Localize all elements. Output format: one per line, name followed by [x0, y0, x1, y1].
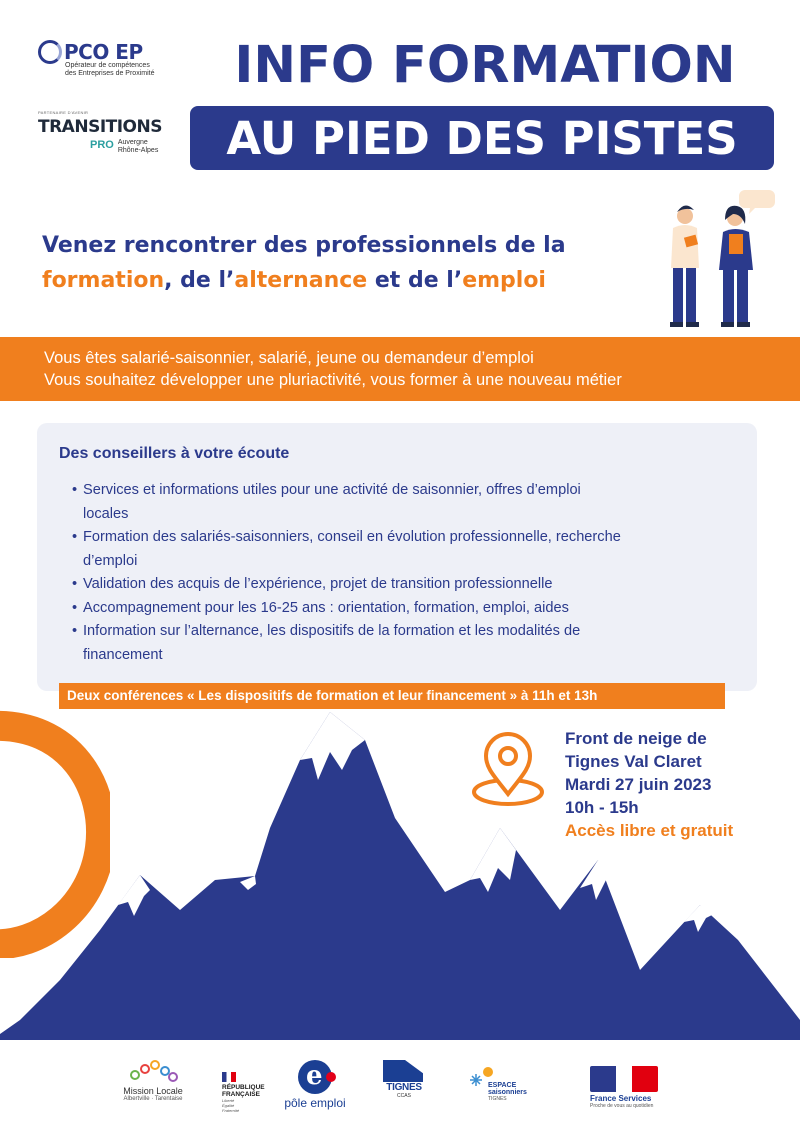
bullet-icon: • [72, 529, 78, 545]
mission-locale-people-icon [118, 1060, 188, 1084]
location-pin-icon [468, 728, 548, 808]
tp-region-line2: Rhône-Alpes [117, 147, 159, 154]
pole-emploi-name: pôle emploi [284, 1096, 346, 1110]
marianne-flag-icon [590, 1066, 658, 1092]
list-item-line1: Information sur l’alternance, les dispositifs de la formation et les modalités de [83, 623, 581, 639]
intro-text [42, 228, 662, 298]
intro-word-formation: formation [42, 268, 165, 293]
partner-logos [0, 1060, 800, 1120]
opco-subtitle-line1: Opérateur de compétences [65, 62, 150, 69]
espace-line3: TIGNES [488, 1096, 507, 1102]
opco-ep-logo [38, 40, 188, 78]
list-item-line1: Services et informations utiles pour une activité de saisonnier, offres d’emploi [83, 482, 581, 498]
list-item-line2: d’emploi [83, 552, 138, 569]
tp-region [118, 139, 158, 155]
intro-word-alternance: alternance [234, 268, 368, 293]
event-details [565, 727, 733, 842]
intro-word-emploi: emploi [462, 268, 546, 293]
tignes-peak-icon [383, 1060, 423, 1082]
marianne-flag-icon [222, 1072, 236, 1082]
opco-logo-subtitle [65, 62, 188, 78]
mission-locale-sub: Albertville · Tarentaise [123, 1096, 183, 1102]
bullet-icon: • [72, 599, 78, 616]
advisors-heading: Des conseillers à votre écoute [59, 445, 290, 462]
france-services-sub: Proche de vous au quotidien [590, 1103, 654, 1109]
intro-line2 [42, 263, 662, 298]
list-item-line1: Accompagnement pour les 16-25 ans : orientation, formation, emploi, aides [83, 599, 569, 616]
list-item-line2: financement [83, 646, 163, 663]
event-time: 10h - 15h [565, 798, 639, 817]
people-illustration [655, 186, 785, 336]
bullet-icon: • [72, 623, 78, 639]
transitions-pro-logo [38, 110, 178, 155]
event-access: Accès libre et gratuit [565, 821, 734, 840]
rf-motto3: Fraternité [222, 1108, 240, 1113]
list-item [59, 597, 737, 621]
republique-francaise-logo [222, 1072, 277, 1113]
rf-motto2: Égalité [222, 1103, 235, 1108]
tp-pro: PRO [90, 139, 114, 151]
event-place-line1: Front de neige de [565, 729, 707, 748]
tp-name: TRANSITIONS [38, 117, 162, 137]
espace-line2: saisonniers [488, 1089, 527, 1096]
list-item-line2: locales [83, 505, 129, 522]
list-item [59, 573, 737, 597]
espace-text [488, 1082, 527, 1103]
france-services-name: France Services [590, 1094, 652, 1103]
tignes-logo [383, 1060, 425, 1099]
intro-sep1: , de l’ [164, 268, 235, 293]
rf-motto1: Liberté [222, 1098, 235, 1103]
advisors-card [37, 423, 757, 691]
espace-line1: ESPACE [488, 1082, 517, 1089]
list-item [59, 479, 737, 526]
tignes-name: TIGNES [386, 1082, 422, 1093]
rf-line2: FRANÇAISE [222, 1091, 260, 1098]
tignes-sub: CCAS [397, 1093, 411, 1099]
audience-line2: Vous souhaitez développer une pluriactivité, vous former à une nouveau métier [44, 371, 622, 389]
list-item-line1: Validation des acquis de l’expérience, projet de transition professionnelle [83, 576, 553, 592]
subtitle-text: AU PIED DES PISTES [226, 111, 738, 165]
rf-line1: RÉPUBLIQUE [222, 1084, 265, 1091]
list-item [59, 620, 737, 667]
opco-logo-name: PCO EP [64, 40, 143, 64]
tp-tagline: PARTENAIRE D'AVENIR [38, 110, 89, 115]
list-item-line1: Formation des salariés-saisonniers, conseil en évolution professionnelle, recherche [83, 529, 621, 545]
pole-emploi-letter: e [306, 1061, 323, 1091]
event-date: Mardi 27 juin 2023 [565, 775, 712, 794]
advisors-list [59, 479, 737, 667]
mission-locale-name: Mission Locale [123, 1086, 183, 1096]
subtitle-banner [190, 106, 774, 170]
intro-line1: Venez rencontrer des professionnels de la [42, 233, 566, 258]
intro-sep2: et de l’ [367, 268, 463, 293]
list-item [59, 526, 737, 573]
opco-subtitle-line2: des Entreprises de Proximité [65, 70, 155, 77]
audience-line1: Vous êtes salarié-saisonnier, salarié, jeune ou demandeur d’emploi [44, 349, 534, 367]
pole-emploi-icon [298, 1060, 332, 1094]
france-services-logo [590, 1066, 658, 1109]
mission-locale-logo [118, 1060, 188, 1102]
opco-ring-icon [38, 40, 62, 64]
conference-banner: Deux conférences « Les dispositifs de formation et leur financement » à 11h et 13h [59, 683, 725, 709]
pole-emploi-logo [275, 1060, 355, 1110]
main-title: INFO FORMATION [234, 36, 736, 95]
event-place-line2: Tignes Val Claret [565, 752, 702, 771]
tp-region-line1: Auvergne [117, 139, 148, 146]
bullet-icon: • [72, 576, 78, 592]
bullet-icon: • [72, 482, 78, 498]
audience-band [0, 337, 800, 401]
